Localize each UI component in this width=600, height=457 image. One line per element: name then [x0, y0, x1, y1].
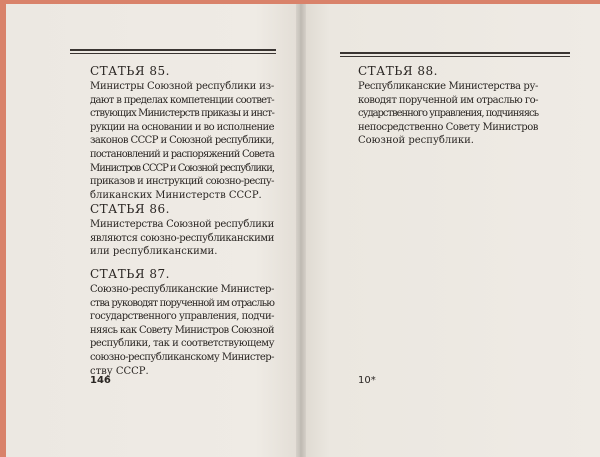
text-line: Министерства Союзной республики	[90, 219, 274, 230]
article-87-heading: СТАТЬЯ 87.	[90, 267, 170, 281]
article-87-text	[90, 283, 274, 378]
text-line: или республиканскими.	[90, 246, 218, 258]
text-line: республики, так и соответствующему	[90, 338, 274, 350]
header-rule	[70, 49, 276, 54]
right-page	[300, 4, 600, 457]
text-line: постановлений и распоряжений Совета	[90, 148, 274, 160]
article-86-heading: СТАТЬЯ 86.	[90, 202, 170, 216]
article-86-text	[90, 218, 274, 259]
text-line: непосредственно Совету Министров	[358, 121, 538, 133]
article-88-heading: СТАТЬЯ 88.	[358, 64, 438, 78]
text-line: Союзной республики.	[358, 135, 474, 147]
text-line: дают в пределах компетенции соответ-	[90, 94, 274, 106]
text-line: Союзно-республиканские Министер-	[90, 284, 274, 295]
text-line: являются союзно-республиканскими	[90, 232, 274, 244]
text-line: ству СССР.	[90, 365, 149, 377]
text-line: Министров СССР и Союзной республики,	[90, 162, 274, 174]
book-spread	[6, 4, 600, 457]
left-page	[6, 4, 300, 457]
article-88-text	[358, 80, 538, 148]
text-line: рукции на основании и во исполнение	[90, 121, 274, 133]
text-line: союзно-республиканскому Министер-	[90, 351, 274, 363]
signature-mark: 10*	[358, 375, 376, 386]
text-line: Республиканские Министерства ру-	[358, 81, 538, 92]
article-85-text	[90, 80, 274, 202]
text-line: Министры Союзной республики из-	[90, 81, 274, 92]
text-line: няясь как Совету Министров Союзной	[90, 324, 274, 336]
header-rule	[340, 52, 570, 57]
text-line: ства руководят порученной им отраслью	[90, 297, 274, 309]
article-85-heading: СТАТЬЯ 85.	[90, 64, 170, 78]
page-number: 146	[90, 375, 111, 386]
text-line: ствующих Министерств приказы и инст-	[90, 108, 274, 120]
text-line: ководят порученной им отраслью го-	[358, 94, 538, 106]
text-line: государственного управления, подчи-	[90, 311, 274, 323]
text-line: законов СССР и Союзной республики,	[90, 135, 274, 147]
text-line: приказов и инструкций союзно-респу-	[90, 176, 274, 188]
text-line: бликанских Министерств СССР.	[90, 189, 262, 201]
book-gutter	[296, 4, 306, 457]
text-line: сударственного управления, подчиняясь	[358, 108, 538, 120]
